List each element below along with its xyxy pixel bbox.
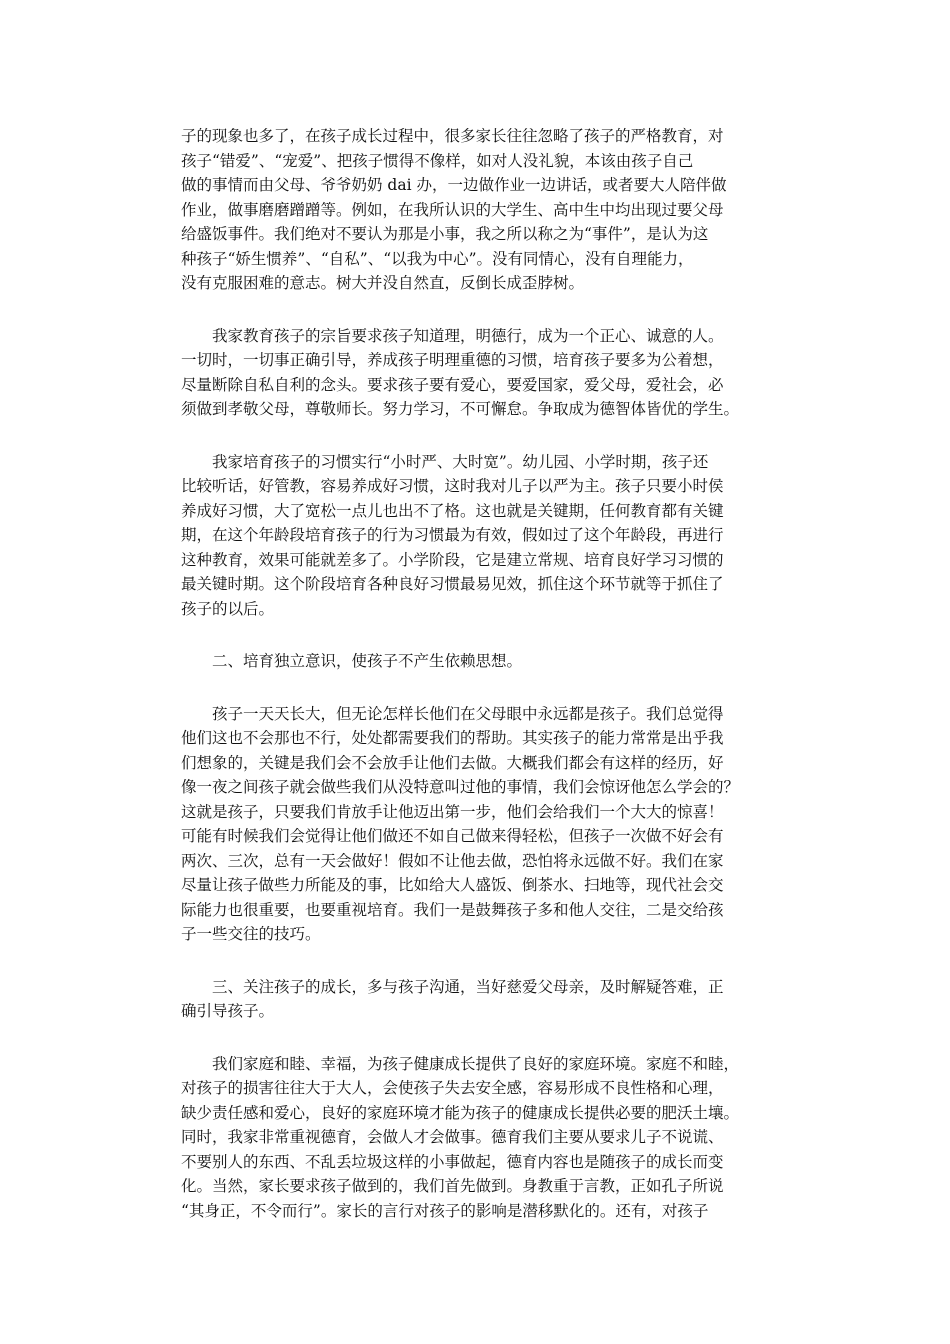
text-line: 三、关注孩子的成长，多与孩子沟通，当好慈爱父母亲，及时解疑答难，正 (212, 977, 724, 996)
text-line: 尽量断除自私自利的念头。要求孩子要有爱心，要爱国家，爱父母，爱社会，必 (181, 375, 724, 394)
text-line: 期，在这个年龄段培育孩子的行为习惯最为有效，假如过了这个年龄段，再进行 (181, 526, 724, 544)
text-line: 养成好习惯，大了宽松一点儿也出不了格。这也就是关键期，任何教育都有关键 (181, 501, 724, 520)
text-line: 一切时，一切事正确引导，养成孩子明理重德的习惯，培育孩子要多为公着想， (181, 351, 724, 369)
text-line: 子的现象也多了，在孩子成长过程中，很多家长往往忽略了孩子的严格教育，对 (181, 127, 724, 145)
text-line: 我家培育孩子的习惯实行“小时严、大时宽”。幼儿园、小学时期，孩子还 (212, 452, 709, 471)
text-line: 对孩子的损害往往大于大人，会使孩子失去安全感，容易形成不良性格和心理， (181, 1079, 724, 1097)
text-line: 作业，做事磨磨蹭蹭等。例如，在我所认识的大学生、高中生中均出现过要父母 (181, 200, 724, 219)
text-line: 二、培育独立意识，使孩子不产生依赖思想。 (212, 652, 523, 670)
text-line: 我们家庭和睦、幸福，为孩子健康成长提供了良好的家庭环境。家庭不和睦， (212, 1054, 740, 1073)
text-line: 孩子“错爱”、“宠爱”、把孩子惯得不像样，如对人没礼貌，本该由孩子自己 (181, 151, 694, 170)
text-line: 们想象的，关键是我们会不会放手让他们去做。大概我们都会有这样的经历，好 (181, 753, 724, 772)
paragraph (181, 450, 781, 622)
text-line: 给盛饭事件。我们绝对不要认为那是小事，我之所以称之为“事件”，是认为这 (181, 225, 709, 243)
text-line: 尽量让孩子做些力所能及的事，比如给大人盛饭、倒茶水、扫地等，现代社会交 (181, 876, 724, 894)
text-line: 确引导孩子。 (181, 1002, 275, 1020)
text-line: 像一夜之间孩子就会做些我们从没特意叫过他的事情，我们会惊讶他怎么学会的？ (181, 778, 740, 796)
text-line: 同时，我家非常重视德育，会做人才会做事。德育我们主要从要求儿子不说谎、 (181, 1128, 724, 1146)
paragraph (181, 324, 781, 422)
text-line: 不要别人的东西、不乱丢垃圾这样的小事做起，德育内容也是随孩子的成长而变 (181, 1152, 724, 1171)
text-line: 这种教育，效果可能就差多了。小学阶段，它是建立常规、培育良好学习习惯的 (181, 550, 724, 569)
text-line: 种孩子“娇生惯养”、“自私”、“以我为中心”。没有同情心，没有自理能力， (181, 249, 694, 268)
text-line: 化。当然，家长要求孩子做到的，我们首先做到。身教重于言教，正如孔子所说 (181, 1177, 724, 1195)
text-line: 缺少责任感和爱心，良好的家庭环境才能为孩子的健康成长提供必要的肥沃土壤。 (181, 1103, 740, 1122)
text-line: 我家教育孩子的宗旨要求孩子知道理，明德行，成为一个正心、诚意的人。 (212, 326, 724, 345)
paragraph (181, 124, 781, 296)
text-line: 际能力也很重要，也要重视培育。我们一是鼓舞孩子多和他人交往，二是交给孩 (181, 900, 724, 919)
text-line: 他们这也不会那也不行，处处都需要我们的帮助。其实孩子的能力常常是出乎我 (181, 729, 724, 747)
paragraph (181, 649, 781, 674)
text-line: 孩子的以后。 (181, 599, 275, 618)
paragraph (181, 975, 781, 1024)
text-line: 可能有时候我们会觉得让他们做还不如自己做来得轻松，但孩子一次做不好会有 (181, 827, 724, 845)
text-line: 做的事情而由父母、爷爷奶奶 dai 办，一边做作业一边讲话，或者要大人陪伴做 (181, 176, 727, 194)
text-line: 子一些交往的技巧。 (181, 925, 321, 943)
text-line: 最关键时期。这个阶段培育各种良好习惯最易见效，抓住这个环节就等于抓住了 (181, 575, 724, 593)
text-line: 没有克服困难的意志。树大并没自然直，反倒长成歪脖树。 (181, 274, 585, 292)
text-line: “其身正，不令而行”。家长的言行对孩子的影响是潜移默化的。还有，对孩子 (181, 1201, 709, 1220)
text-line: 孩子一天天长大，但无论怎样长他们在父母眼中永远都是孩子。我们总觉得 (212, 704, 724, 723)
paragraph (181, 1052, 781, 1224)
text-line: 两次、三次，总有一天会做好！假如不让他去做，恐怕将永远做不好。我们在家 (181, 851, 724, 870)
paragraph (181, 702, 781, 947)
text-line: 这就是孩子，只要我们肯放手让他迈出第一步，他们会给我们一个大大的惊喜！ (181, 802, 724, 821)
text-line: 须做到孝敬父母，尊敬师长。努力学习，不可懈怠。争取成为德智体皆优的学生。 (181, 400, 740, 418)
document-page (181, 124, 781, 1251)
text-line: 比较听话，好管教，容易养成好习惯，这时我对儿子以严为主。孩子只要小时侯 (181, 477, 724, 495)
